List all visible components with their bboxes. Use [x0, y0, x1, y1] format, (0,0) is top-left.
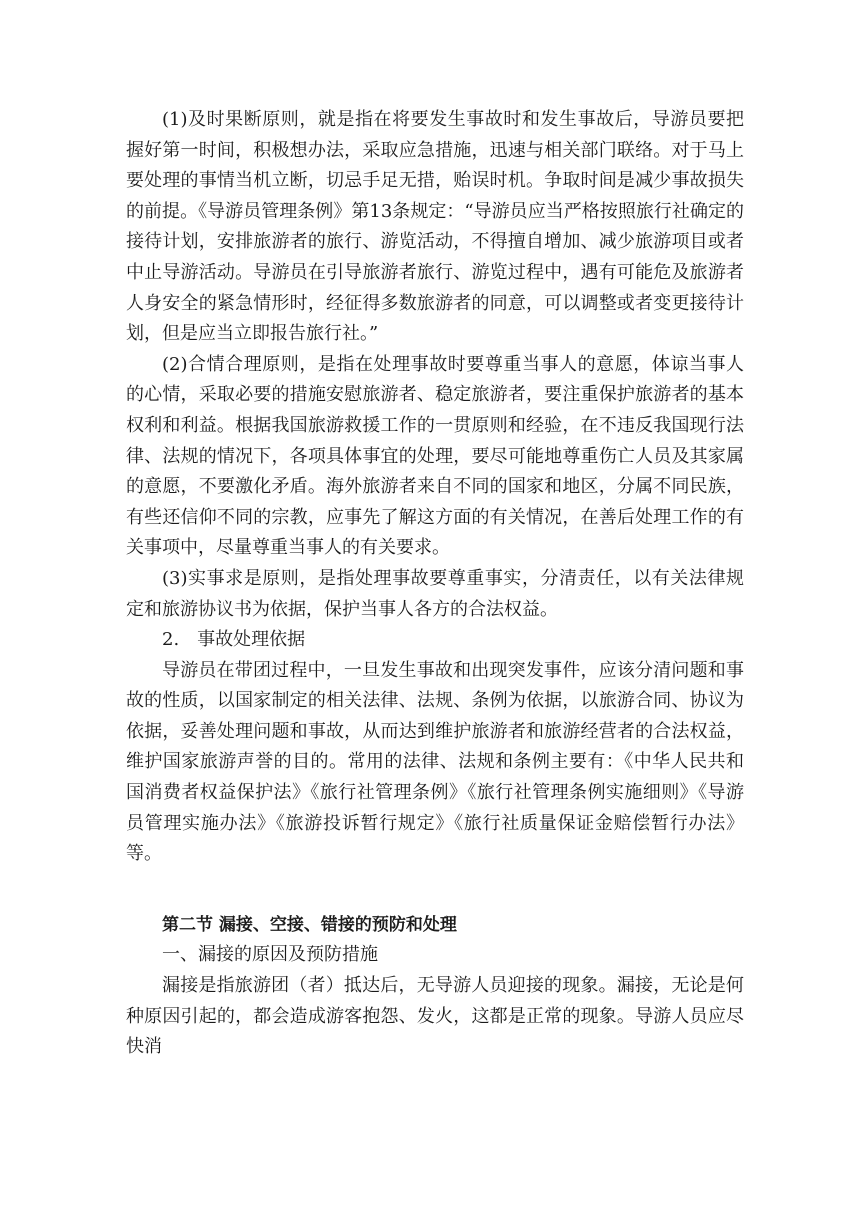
paragraph-missed-pickup: 漏接是指旅游团（者）抵达后，无导游人员迎接的现象。漏接，无论是何种原因引起的，都会造成游客抱怨、发火，这都是正常的现象。导游人员应尽快消 [126, 975, 744, 1058]
document-body [126, 105, 744, 1063]
paragraph-principle-reasonable: (2)合情合理原则，是指在处理事故时要尊重当事人的意愿，体谅当事人的心情，采取必要的措施安慰旅游者、稳定旅游者，要注重保护旅游者的基本权利和利益。根据我国旅游救援工作的一贯原则和经验，在不违反我国现行法律、法规的情况下，各项具体事宜的处理，要尽可能地尊重伤亡人员及其家属的意愿，不要激化矛盾。海外旅游者来自不同的国家和地区，分属不同民族，有些还信仰不同的宗教，应事先了解这方面的有关情况，在善后处理工作的有关事项中，尽量尊重当事人的有关要求。 [126, 353, 744, 559]
section-gap [126, 870, 744, 910]
section-title: 第二节 漏接、空接、错接的预防和处理 [162, 914, 457, 935]
subsection-title: 一、漏接的原因及预防措施 [162, 944, 378, 966]
paragraph-accident-basis: 导游员在带团过程中，一旦发生事故和出现突发事件，应该分清问题和事故的性质，以国家制定的相关法律、法规、条例为依据，以旅游合同、协议为依据，妥善处理问题和事故，从而达到维护旅游者和旅游经营者的合法权益，维护国家旅游声誉的目的。常用的法律、法规和条例主要有：《中华人民共和国消费者权益保护法》《旅行社管理条例》《旅行社管理条例实施细则》《导游员管理实施办法》《旅游投诉暂行规定》《旅行社质量保证金赔偿暂行办法》等。 [126, 659, 744, 865]
paragraph-principle-factual: (3)实事求是原则，是指处理事故要尊重事实，分清责任，以有关法律规定和旅游协议书为依据，保护当事人各方的合法权益。 [126, 567, 744, 620]
subheading-accident-basis: 2. 事故处理依据 [162, 629, 306, 651]
paragraph-principle-timely: (1)及时果断原则，就是指在将要发生事故时和发生事故后，导游员要把握好第一时间，积极想办法，采取应急措施，迅速与相关部门联络。对于马上要处理的事情当机立断，切忌手足无措，贻误时机。争取时间是减少事故损失的前提。《导游员管理条例》第13条规定：“导游员应当严格按照旅行社确定的接待计划，安排旅游者的旅行、游览活动，不得擅自增加、减少旅游项目或者中止导游活动。导游员在引导旅游者旅行、游览过程中，遇有可能危及旅游者人身安全的紧急情形时，经征得多数旅游者的同意，可以调整或者变更接待计划，但是应当立即报告旅行社。” [126, 109, 744, 345]
